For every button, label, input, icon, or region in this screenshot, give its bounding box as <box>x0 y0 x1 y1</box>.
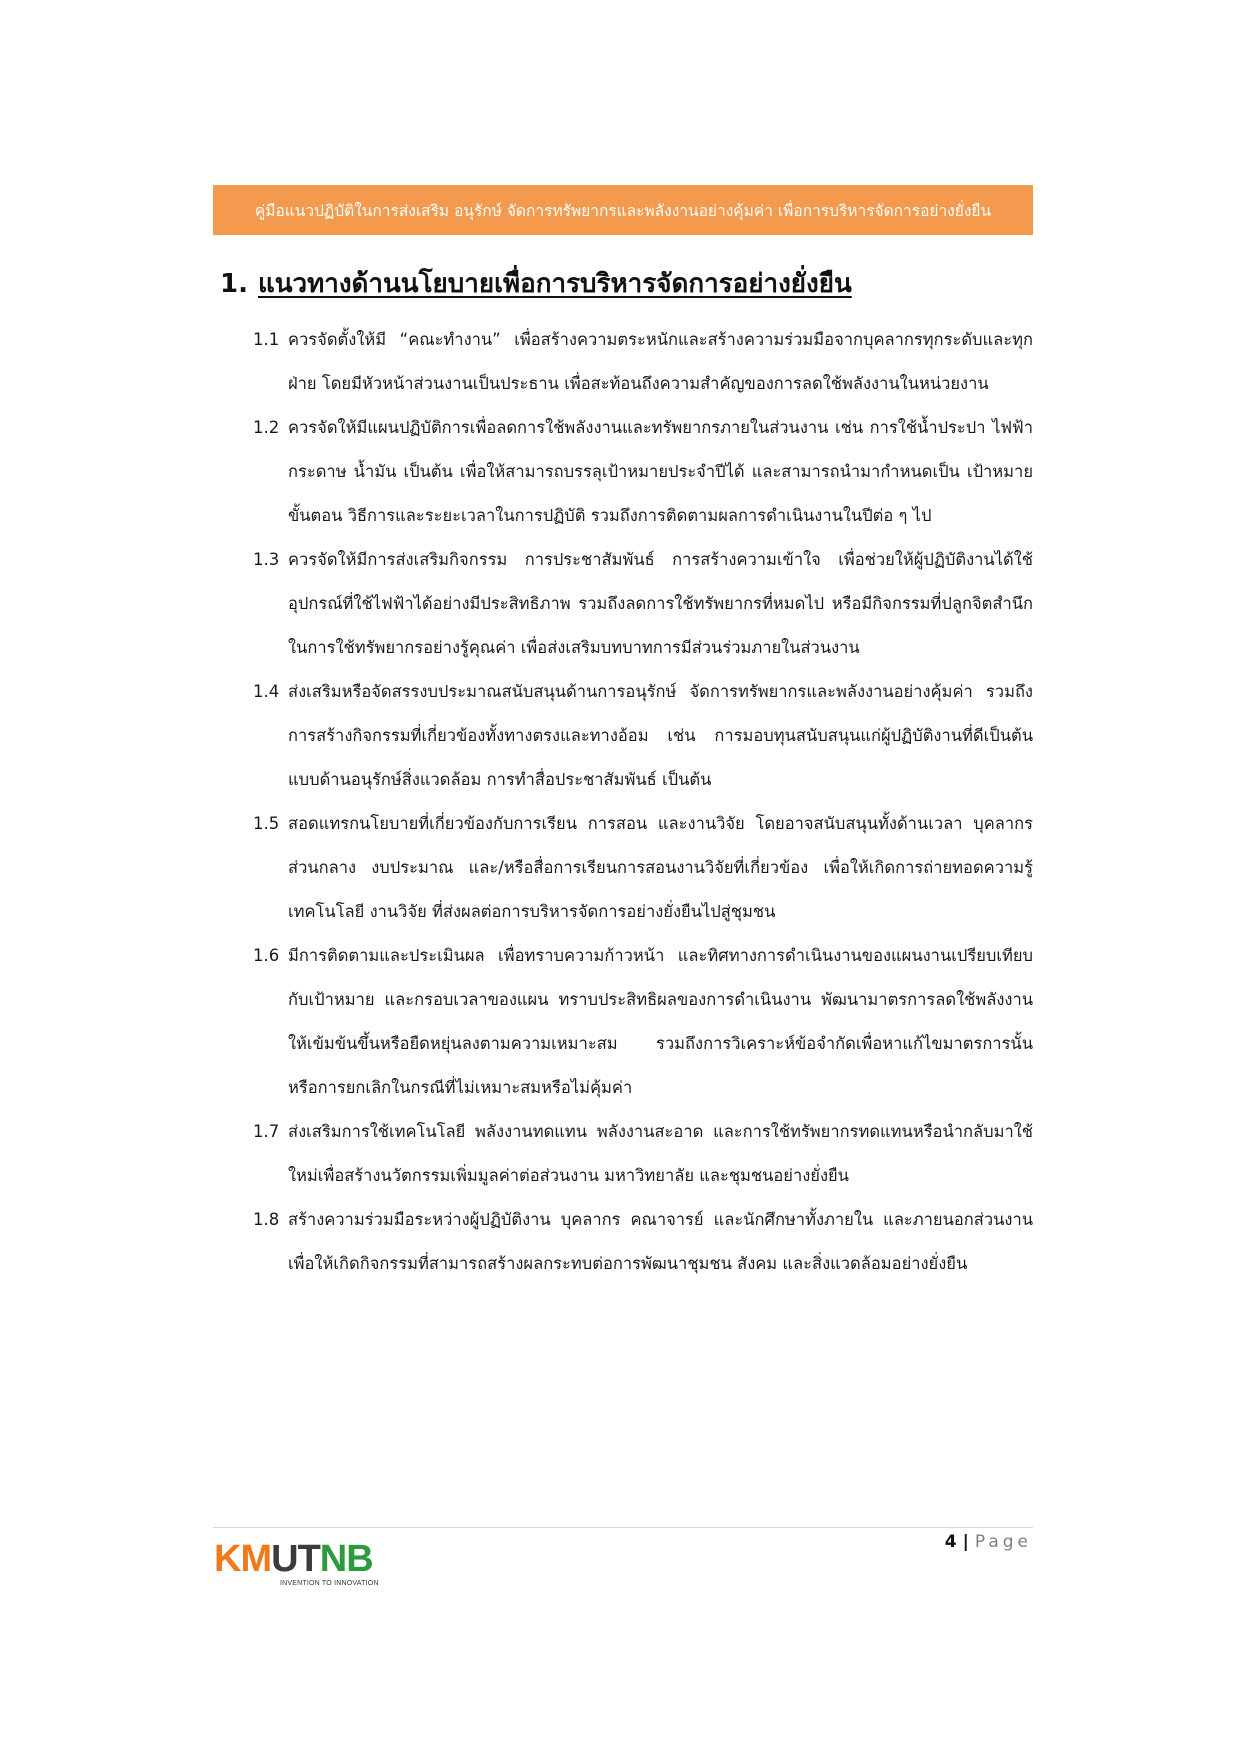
item-text: ควรจัดให้มีการส่งเสริมกิจกรรม การประชาสัมพันธ์ การสร้างความเข้าใจ เพื่อช่วยให้ผู้ปฏิบัติงานได้ใช้อุปกรณ์ที่ใช้ไฟฟ้าได้อย่างมีประสิทธิภาพ รวมถึงลดการใช้ทรัพยากรที่หมดไป หรือมีกิจกรรมที่ปลูกจิตสำนึกในการใช้ทรัพยากรอย่างรู้คุณค่า เพื่อส่งเสริมบทบาทการมีส่วนร่วมภายในส่วนงาน <box>288 550 1033 657</box>
item-number: 1.7 <box>253 1122 280 1141</box>
page-label: Page <box>974 1532 1032 1552</box>
item-number: 1.1 <box>253 330 280 349</box>
list-item <box>253 1198 1033 1286</box>
item-number: 1.5 <box>253 814 280 833</box>
item-text: ควรจัดให้มีแผนปฏิบัติการเพื่อลดการใช้พลังงานและทรัพยากรภายในส่วนงาน เช่น การใช้น้ำประปา ไฟฟ้า กระดาษ น้ำมัน เป็นต้น เพื่อให้สามารถบรรลุเป้าหมายประจำปีได้ และสามารถนำมากำหนดเป็น เป้าหมาย ขั้นตอน วิธีการและระยะเวลาในการปฏิบัติ รวมถึงการติดตามผลการดำเนินงานในปีต่อ ๆ ไป <box>288 418 1033 525</box>
guideline-list <box>253 318 1033 1286</box>
header-text: คู่มือแนวปฏิบัติในการส่งเสริม อนุรักษ์ จัดการทรัพยากรและพลังงานอย่างคุ้มค่า เพื่อการบริหารจัดการอย่างยั่งยืน <box>254 201 992 220</box>
list-item <box>253 1110 1033 1198</box>
item-number: 1.8 <box>253 1210 280 1229</box>
logo-wordmark: KMUTNB <box>214 1538 373 1580</box>
item-text: ควรจัดตั้งให้มี “คณะทำงาน” เพื่อสร้างความตระหนักและสร้างความร่วมมือจากบุคลากรทุกระดับและทุกฝ่าย โดยมีหัวหน้าส่วนงานเป็นประธาน เพื่อสะท้อนถึงความสำคัญของการลดใช้พลังงานในหน่วยงาน <box>288 330 1033 393</box>
list-item <box>253 934 1033 1110</box>
header-banner <box>213 185 1033 235</box>
footer-divider <box>213 1527 1033 1528</box>
item-number: 1.4 <box>253 682 280 701</box>
logo-tagline: INVENTION TO INNOVATION <box>280 1580 379 1587</box>
list-item <box>253 670 1033 802</box>
section-title-text: แนวทางด้านนโยบายเพื่อการบริหารจัดการอย่างยั่งยืน <box>257 269 852 299</box>
kmutnb-logo <box>214 1535 384 1595</box>
section-number: 1. <box>220 269 248 299</box>
item-text: ส่งเสริมการใช้เทคโนโลยี พลังงานทดแทน พลังงานสะอาด และการใช้ทรัพยากรทดแทนหรือนำกลับมาใช้ใหม่เพื่อสร้างนวัตกรรมเพิ่มมูลค่าต่อส่วนงาน มหาวิทยาลัย และชุมชนอย่างยั่งยืน <box>288 1122 1033 1185</box>
page-number-value: 4 <box>944 1532 957 1552</box>
list-item <box>253 802 1033 934</box>
list-item <box>253 538 1033 670</box>
item-number: 1.3 <box>253 550 280 569</box>
section-title <box>220 262 852 306</box>
page-separator: | <box>962 1532 969 1552</box>
item-text: ส่งเสริมหรือจัดสรรงบประมาณสนับสนุนด้านการอนุรักษ์ จัดการทรัพยากรและพลังงานอย่างคุ้มค่า รวมถึงการสร้างกิจกรรมที่เกี่ยวข้องทั้งทางตรงและทางอ้อม เช่น การมอบทุนสนับสนุนแก่ผู้ปฏิบัติงานที่ดีเป็นต้นแบบด้านอนุรักษ์สิ่งแวดล้อม การทำสื่อประชาสัมพันธ์ เป็นต้น <box>288 682 1033 789</box>
item-text: สอดแทรกนโยบายที่เกี่ยวข้องกับการเรียน การสอน และงานวิจัย โดยอาจสนับสนุนทั้งด้านเวลา บุคลากรส่วนกลาง งบประมาณ และ/หรือสื่อการเรียนการสอนงานวิจัยที่เกี่ยวข้อง เพื่อให้เกิดการถ่ายทอดความรู้ เทคโนโลยี งานวิจัย ที่ส่งผลต่อการบริหารจัดการอย่างยั่งยืนไปสู่ชุมชน <box>288 814 1033 921</box>
page-number <box>945 1530 1032 1554</box>
item-text: สร้างความร่วมมือระหว่างผู้ปฏิบัติงาน บุคลากร คณาจารย์ และนักศึกษาทั้งภายใน และภายนอกส่วนงาน เพื่อให้เกิดกิจกรรมที่สามารถสร้างผลกระทบต่อการพัฒนาชุมชน สังคม และสิ่งแวดล้อมอย่างยั่งยืน <box>288 1210 1033 1273</box>
item-number: 1.6 <box>253 946 280 965</box>
item-number: 1.2 <box>253 418 280 437</box>
list-item <box>253 406 1033 538</box>
list-item <box>253 318 1033 406</box>
item-text: มีการติดตามและประเมินผล เพื่อทราบความก้าวหน้า และทิศทางการดำเนินงานของแผนงานเปรียบเทียบกับเป้าหมาย และกรอบเวลาของแผน ทราบประสิทธิผลของการดำเนินงาน พัฒนามาตรการลดใช้พลังงานให้เข้มข้นขึ้นหรือยืดหยุ่นลงตามความเหมาะสม รวมถึงการวิเคราะห์ข้อจำกัดเพื่อหาแก้ไขมาตรการนั้น หรือการยกเลิกในกรณีที่ไม่เหมาะสมหรือไม่คุ้มค่า <box>288 946 1033 1097</box>
